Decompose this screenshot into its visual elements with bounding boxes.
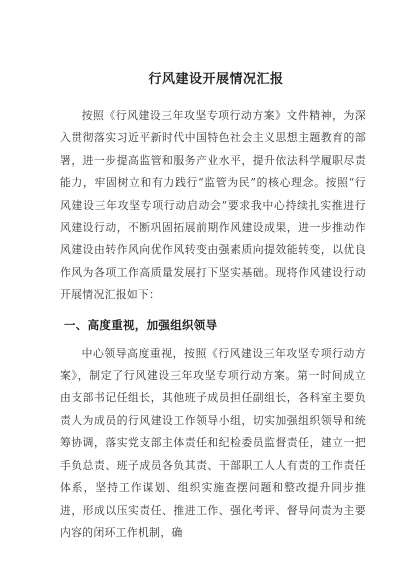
section-heading: 一、高度重视，加强组织领导: [64, 317, 218, 332]
document-title: 行风建设开展情况汇报: [148, 72, 284, 87]
section-paragraph: 中心领导高度重视，按照《行风建设三年攻坚专项行动方案》，制定了行风建设三年攻坚专项行动方案。第一时间成立由支部书记任组长，其他班子成员担任副组长，各科室主要负责人为成员的行风建设工作领导小组，切实加强组织领导和统筹协调，落实党支部主体责任和纪检委员监督责任，建立一把手负总责、班子成员各负其责、干部职工人人有责的工作责任体系，坚持工作谋划、组织实施查摆问题和整改提升同步推进，形成以压实责任、推进工作、强化考评、督导问责为主要内容的闭环工作机制，确: [60, 346, 366, 539]
intro-paragraph: 按照《行风建设三年攻坚专项行动方案》文件精神，为深入贯彻落实习近平新时代中国特色社会主义思想主题教育的部署，进一步提高监管和服务产业水平，提升依法科学履职尽责能力，牢固树立和有力践行“监管为民”的核心理念。按照“行风建设三年攻坚专项行动启动会”要求我中心持续扎实推进行风建设行动，不断巩固拓展前期作风建设成果，进一步推动作风建设由转作风向优作风转变由强素质向提效能转变，以优良作风为各项工作高质量发展打下坚实基础。现将作风建设行动开展情况汇报如下：: [60, 109, 366, 302]
